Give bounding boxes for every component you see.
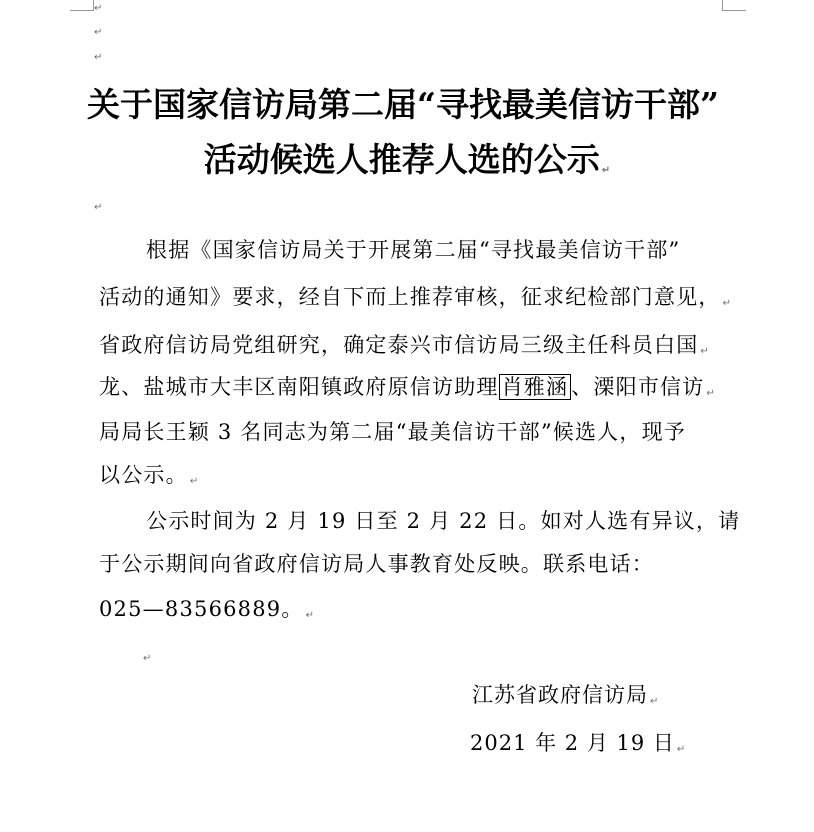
paragraph-mark-icon: ↵ <box>94 27 103 38</box>
body-line-text: 省政府信访局党组研究，确定泰兴市信访局三级主任科员白国 <box>99 333 699 357</box>
crop-mark-right-horizontal <box>722 10 746 11</box>
signature-date <box>470 729 686 764</box>
paragraph-mark-icon: ↵ <box>94 3 103 14</box>
body-line <box>99 283 732 318</box>
highlighted-name: 肖雅涵 <box>499 374 572 400</box>
paragraph-mark-icon: ↵ <box>722 298 733 309</box>
paragraph-mark-icon: ↵ <box>94 202 103 213</box>
body-line: 局局长王颖 3 名同志为第二届“最美信访干部”候选人，现予 <box>99 420 686 444</box>
body-line <box>99 595 315 630</box>
paragraph-mark-icon: ↵ <box>676 744 687 755</box>
body-line-text: 活动的通知》要求，经自下而上推荐审核，征求纪检部门意见， <box>99 285 721 309</box>
document-title-line-1: 关于国家信访局第二届“寻找最美信访干部” <box>87 85 719 124</box>
paragraph-mark-icon: ↵ <box>305 610 316 621</box>
paragraph-mark-icon: ↵ <box>700 346 710 357</box>
body-line <box>99 373 716 408</box>
body-line-text: 龙、盐城市大丰区南阳镇政府原信访助理 <box>99 375 499 399</box>
paragraph-mark-icon: ↵ <box>650 696 660 707</box>
title-line-2-text: 活动候选人推荐人选的公示 <box>203 140 600 179</box>
paragraph-mark-icon: ↵ <box>706 388 717 399</box>
body-line: 于公示期间向省政府信访局人事教育处反映。联系电话： <box>99 552 654 576</box>
body-line: 根据《国家信访局关于开展第二届“寻找最美信访干部” <box>146 238 681 262</box>
body-line: 公示时间为 2 月 19 日至 2 月 22 日。如对人选有异议，请 <box>146 509 741 533</box>
paragraph-mark-icon: ↵ <box>189 476 200 487</box>
paragraph-mark-icon: ↵ <box>94 52 103 63</box>
document-title-line-2 <box>0 140 814 191</box>
paragraph-mark-icon: ↵ <box>143 653 152 664</box>
signature-organization-text: 江苏省政府信访局 <box>472 683 648 707</box>
body-line-text: 025—83566889。 <box>99 597 304 621</box>
paragraph-mark-icon: ↵ <box>601 165 611 176</box>
crop-mark-left-horizontal <box>70 10 94 11</box>
signature-date-text: 2021 年 2 月 19 日 <box>470 731 675 755</box>
body-line-text: 以公示。 <box>99 463 188 487</box>
body-line <box>99 331 710 366</box>
body-line-text: 、溧阳市信访 <box>571 375 705 399</box>
body-line <box>99 461 199 496</box>
crop-mark-right-vertical <box>722 0 723 11</box>
signature-organization <box>472 681 659 716</box>
